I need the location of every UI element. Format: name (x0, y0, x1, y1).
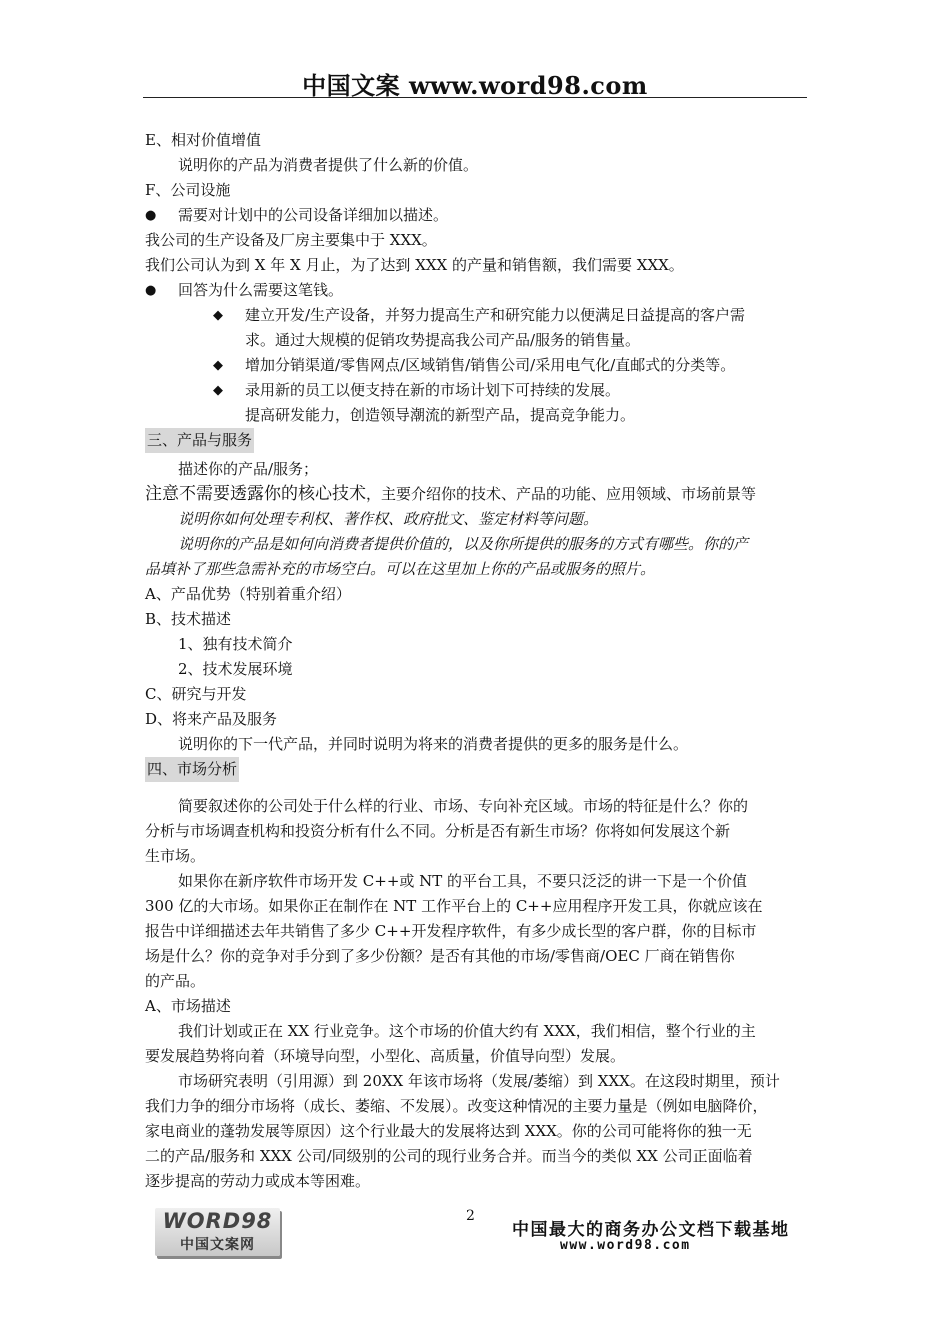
section-4-heading: 四、市场分析 (145, 757, 239, 782)
section-3-c: C、研究与开发 (145, 685, 247, 703)
paragraph-line: 如果你在新序软件市场开发 C++或 NT 的平台工具，不要只泛泛的讲一下是一个价值 (178, 872, 748, 890)
note-text: ，主要介绍你的技术、产品的功能、应用领域、市场前景等 (366, 485, 757, 503)
emphasis-text: 注意不需要透露你的核心技术 (145, 484, 366, 504)
section-3-note (145, 482, 809, 507)
paragraph-line: 场是什么？你的竞争对手分到了多少份额？是否有其他的市场/零售商/OEC 厂商在销售你 (145, 947, 735, 965)
diamond-text-continued: 求。通过大规模的促销攻势提高我公司产品/服务的销售量。 (245, 331, 641, 349)
footer-slogan: 中国最大的商务办公文档下载基地 (512, 1220, 790, 1240)
paragraph-line: 我们公司认为到 X 年 X 月止，为了达到 XXX 的产量和销售额，我们需要 XXX。 (145, 256, 684, 274)
diamond-item (145, 353, 809, 378)
paragraph-line: 二的产品/服务和 XXX 公司/同级别的公司的现行业务合并。而当今的类似 XX 公司正面临着 (145, 1147, 753, 1165)
diamond-item (145, 378, 809, 403)
paragraph-line: 市场研究表明（引用源）到 20XX 年该市场将（发展/萎缩）到 XXX。在这段时期里，预计 (178, 1072, 780, 1090)
paragraph-line: 家电商业的蓬勃发展等原因）这个行业最大的发展将达到 XXX。你的公司可能将你的独一无 (145, 1122, 752, 1140)
section-3-b: B、技术描述 (145, 610, 232, 628)
paragraph-line: 我们力争的细分市场将（成长、萎缩、不发展）。改变这种情况的主要力量是（例如电脑降价， (145, 1097, 768, 1115)
paragraph-line: 简要叙述你的公司处于什么样的行业、市场、专向补充区域。市场的特征是什么？你的 (178, 797, 749, 815)
paragraph-line: 逐步提高的劳动力或成本等困难。 (145, 1172, 371, 1190)
paragraph-line: 的产品。 (145, 972, 206, 990)
section-f-title: F、公司设施 (145, 181, 231, 199)
paragraph-line: 300 亿的大市场。如果你正在制作在 NT 工作平台上的 C++应用程序开发工具，你就应该在 (145, 897, 763, 915)
section-3-desc: 描述你的产品/服务； (178, 460, 319, 478)
bullet-item (145, 278, 809, 303)
section-e-desc: 说明你的产品为消费者提供了什么新的价值。 (178, 156, 479, 174)
diamond-text-continued: 提高研发能力，创造领导潮流的新型产品，提高竞争能力。 (245, 406, 636, 424)
paragraph-line: 我公司的生产设备及厂房主要集中于 XXX。 (145, 231, 437, 249)
paragraph-line: 要发展趋势将向着（环境导向型，小型化、高质量，价值导向型）发展。 (145, 1047, 626, 1065)
paragraph-line: 我们计划或正在 XX 行业竞争。这个市场的价值大约有 XXX，我们相信，整个行业的主 (178, 1022, 756, 1040)
diamond-bullet-icon: ◆ (213, 308, 223, 323)
bullet-item (145, 203, 809, 228)
logo-bottom-text: 中国文案网 (180, 1237, 255, 1253)
italic-note: 说明你的产品是如何向消费者提供价值的，以及你所提供的服务的方式有哪些。你的产 (178, 535, 749, 553)
section-3-a: A、产品优势（特别着重介绍） (145, 585, 351, 603)
footer-url: www.word98.com (560, 1238, 691, 1253)
section-3-b2: 2、技术发展环境 (178, 660, 293, 678)
paragraph-line: 生市场。 (145, 847, 206, 865)
section-3-b1: 1、独有技术简介 (178, 635, 293, 653)
header-divider (143, 97, 807, 98)
italic-note-continued: 品填补了那些急需补充的市场空白。可以在这里加上你的产品或服务的照片。 (145, 560, 656, 578)
section-e-title: E、相对价值增值 (145, 131, 261, 149)
section-4-a: A、市场描述 (145, 997, 231, 1015)
diamond-text: 增加分销渠道/零售网点/区域销售/销售公司/采用电气化/直邮式的分类等。 (245, 356, 736, 374)
logo-top-text: WORD98 (162, 1209, 273, 1233)
diamond-bullet-icon: ◆ (213, 383, 223, 398)
bullet-dot-icon: ● (145, 283, 157, 298)
section-3-d: D、将来产品及服务 (145, 710, 278, 728)
diamond-text: 录用新的员工以便支持在新的市场计划下可持续的发展。 (245, 381, 621, 399)
diamond-item (145, 303, 809, 328)
bullet-dot-icon: ● (145, 208, 157, 223)
section-3-d-desc: 说明你的下一代产品，并同时说明为将来的消费者提供的更多的服务是什么。 (178, 735, 689, 753)
paragraph-line: 分析与市场调查机构和投资分析有什么不同。分析是否有新生市场？你将如何发展这个新 (145, 822, 731, 840)
bullet-text: 回答为什么需要这笔钱。 (178, 281, 344, 299)
page-number: 2 (466, 1208, 475, 1224)
bullet-text: 需要对计划中的公司设备详细加以描述。 (178, 206, 449, 224)
paragraph-line: 报告中详细描述去年共销售了多少 C++开发程序软件，有多少成长型的客户群，你的目标市 (145, 922, 757, 940)
word98-logo (155, 1208, 280, 1256)
diamond-text: 建立开发/生产设备，并努力提高生产和研究能力以便满足日益提高的客户需 (245, 306, 746, 324)
diamond-bullet-icon: ◆ (213, 358, 223, 373)
section-3-heading: 三、产品与服务 (145, 428, 254, 453)
document-body (145, 128, 809, 1194)
italic-note: 说明你如何处理专利权、著作权、政府批文、鉴定材料等问题。 (178, 510, 599, 528)
header-title: 中国文案 www.word98.com (302, 71, 648, 100)
